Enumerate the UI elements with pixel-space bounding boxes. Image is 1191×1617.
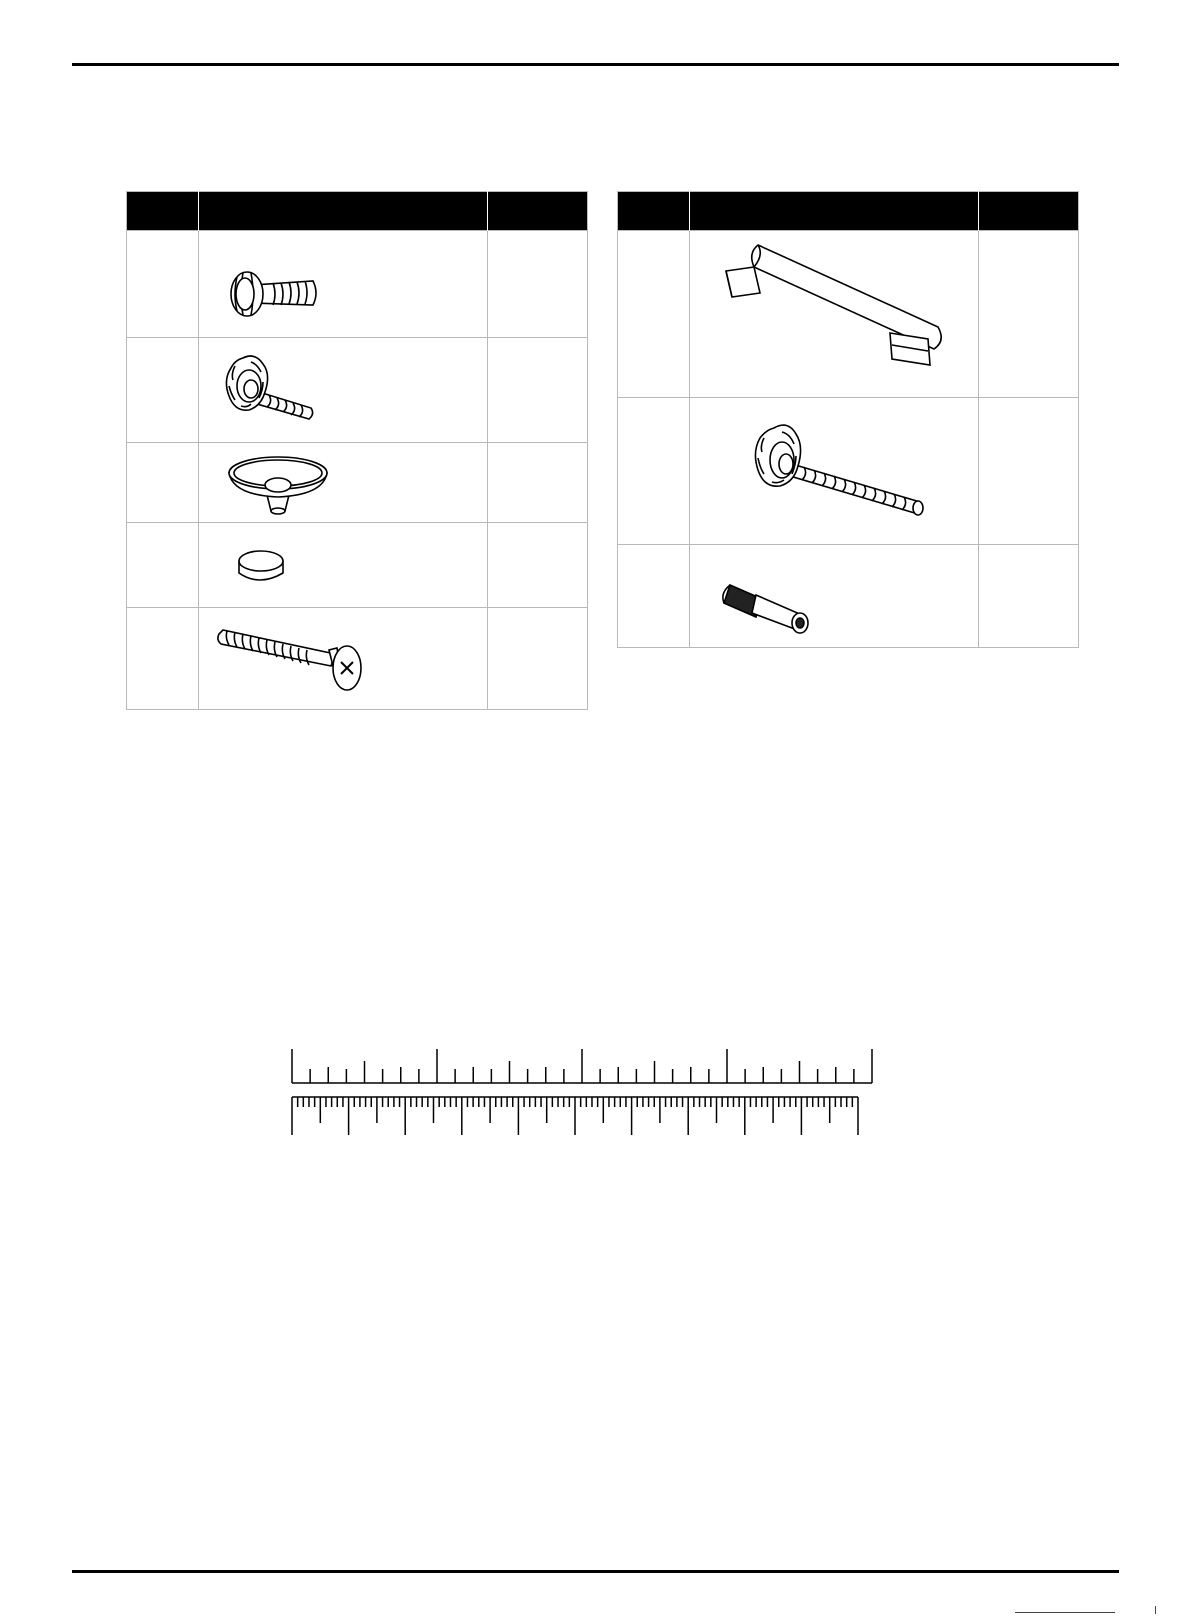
header-qty: [488, 192, 588, 231]
row-qty: [488, 443, 588, 523]
suction-cup-icon: [223, 451, 333, 525]
header-qty: [979, 192, 1079, 231]
row-qty: [979, 545, 1079, 648]
table-row: [127, 443, 588, 523]
row-qty: [979, 231, 1079, 398]
hardware-table-left: [126, 191, 588, 710]
row-key: [127, 608, 199, 710]
row-key: [127, 523, 199, 608]
knob-screw-icon: [219, 344, 339, 434]
table-row: [127, 338, 588, 443]
table-row: [127, 231, 588, 338]
header-key: [618, 192, 690, 231]
page-edge-mark: [1155, 1606, 1156, 1614]
table-row: [127, 523, 588, 608]
table-row: [618, 545, 1079, 648]
long-knob-screw-icon: [748, 412, 938, 522]
row-qty: [488, 608, 588, 710]
round-pad-icon: [233, 543, 303, 593]
row-key: [618, 231, 690, 398]
header-part: [690, 192, 979, 231]
header-rule: [72, 63, 1119, 66]
page-edge-rule: [1015, 1612, 1115, 1613]
measurement-ruler: [290, 1045, 880, 1145]
row-key: [127, 443, 199, 523]
row-qty: [488, 523, 588, 608]
table-row: [618, 231, 1079, 398]
footer-rule: [72, 1570, 1119, 1573]
table-row: [618, 398, 1079, 545]
table-header-row: [618, 192, 1079, 231]
table-header-row: [127, 192, 588, 231]
hardware-table-right: [617, 191, 1079, 648]
header-part: [199, 192, 488, 231]
row-qty: [488, 338, 588, 443]
threaded-standoff-icon: [716, 565, 826, 645]
phillips-long-screw-icon: [213, 622, 373, 692]
row-qty: [488, 231, 588, 338]
row-key: [127, 231, 199, 338]
handle-bar-icon: [718, 241, 958, 381]
row-key: [618, 398, 690, 545]
table-row: [127, 608, 588, 710]
row-key: [127, 338, 199, 443]
knurled-bolt-icon: [223, 259, 343, 329]
row-qty: [979, 398, 1079, 545]
row-key: [618, 545, 690, 648]
header-key: [127, 192, 199, 231]
